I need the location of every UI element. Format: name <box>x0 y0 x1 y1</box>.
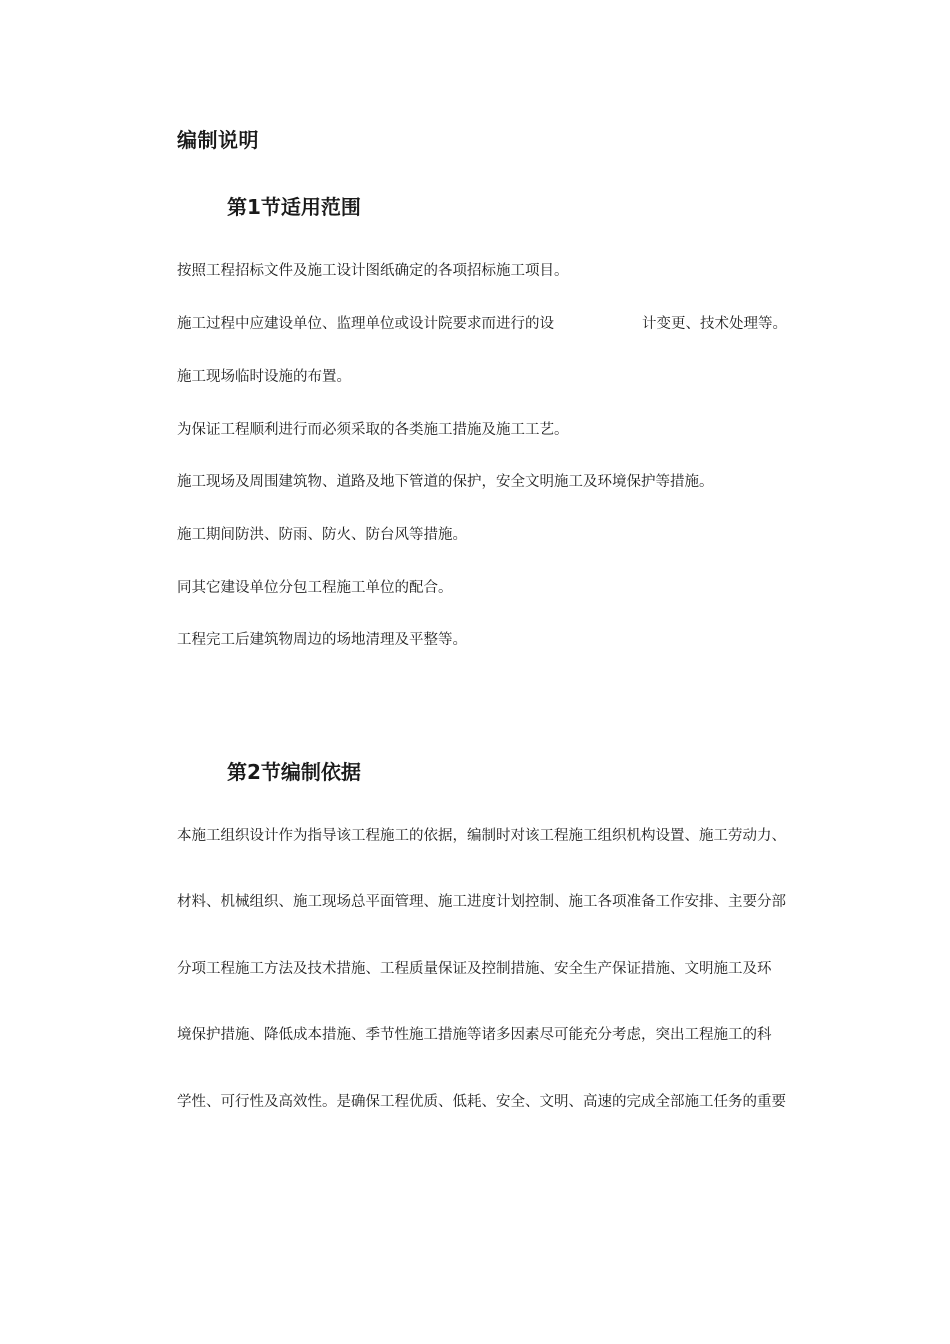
basis-line-4: 境保护措施、降低成本措施、季节性施工措施等诸多因素尽可能充分考虑，突出工程施工的科 <box>177 1027 772 1043</box>
scope-item-3: 施工现场临时设施的布置。 <box>177 369 351 385</box>
scope-item-2-part-2: 计变更、技术处理等。 <box>642 316 787 332</box>
section-heading-basis: 第2节编制依据 <box>227 760 361 784</box>
basis-line-2: 材料、机械组织、施工现场总平面管理、施工进度计划控制、施工各项准备工作安排、主要分部 <box>177 894 786 910</box>
basis-line-1: 本施工组织设计作为指导该工程施工的依据，编制时对该工程施工组织机构设置、施工劳动力、 <box>177 828 786 844</box>
section-heading-scope: 第1节适用范围 <box>227 195 361 219</box>
scope-item-2-part-1: 施工过程中应建设单位、监理单位或设计院要求而进行的设 <box>177 316 554 332</box>
document-title: 编制说明 <box>177 128 259 152</box>
scope-item-7: 同其它建设单位分包工程施工单位的配合。 <box>177 580 453 596</box>
scope-item-2 <box>177 314 787 334</box>
scope-item-5: 施工现场及周围建筑物、道路及地下管道的保护，安全文明施工及环境保护等措施。 <box>177 474 714 490</box>
scope-item-8: 工程完工后建筑物周边的场地清理及平整等。 <box>177 632 467 648</box>
basis-line-3: 分项工程施工方法及技术措施、工程质量保证及控制措施、安全生产保证措施、文明施工及环 <box>177 961 772 977</box>
basis-line-5: 学性、可行性及高效性。是确保工程优质、低耗、安全、文明、高速的完成全部施工任务的重要 <box>177 1094 786 1110</box>
scope-item-4: 为保证工程顺利进行而必须采取的各类施工措施及施工工艺。 <box>177 422 569 438</box>
scope-item-1: 按照工程招标文件及施工设计图纸确定的各项招标施工项目。 <box>177 263 569 279</box>
scope-item-6: 施工期间防洪、防雨、防火、防台风等措施。 <box>177 527 467 543</box>
